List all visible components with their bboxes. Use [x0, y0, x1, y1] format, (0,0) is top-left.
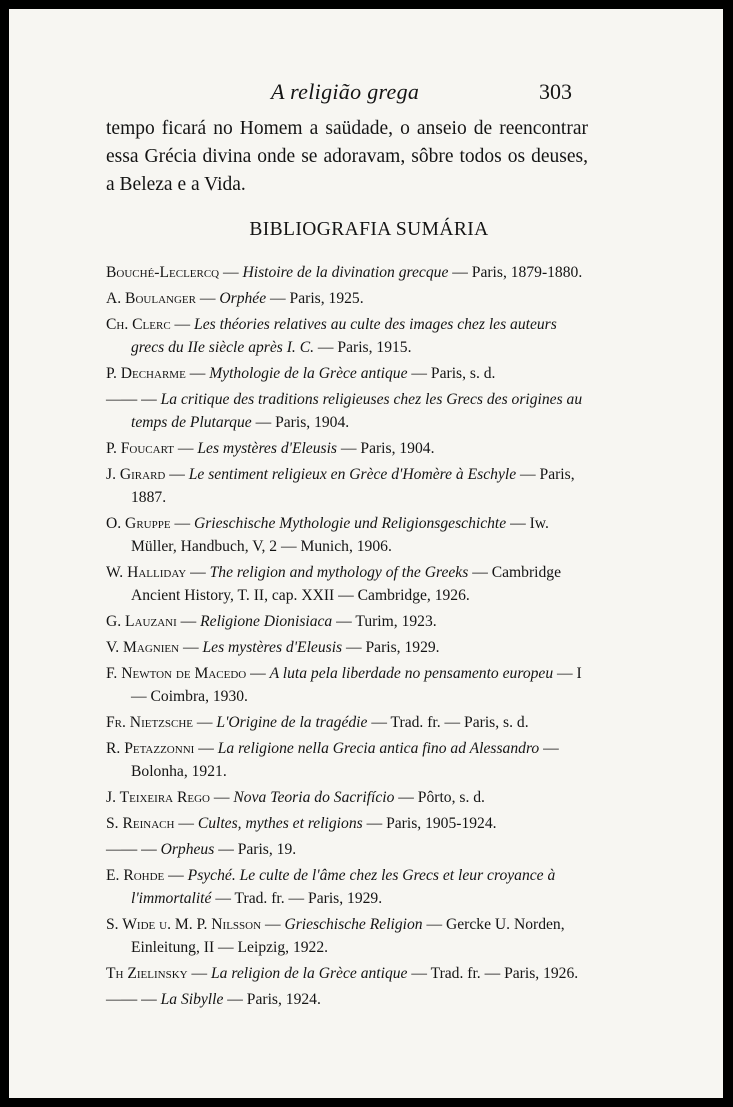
entry-separator: — [516, 465, 540, 483]
entry-details: Turim, 1923. [355, 613, 437, 631]
entry-details: Paris, 1925. [289, 289, 364, 307]
entry-author: S. Reinach [106, 814, 175, 832]
entry-work: La religione nella Grecia antica fino ad Alessandro [217, 739, 540, 757]
bibliography-entry [106, 711, 584, 734]
entry-separator: — [170, 514, 194, 532]
entry-details: Paris, 19. [237, 840, 297, 858]
bibliography-entry [106, 437, 584, 460]
entry-work: Orphée [219, 289, 267, 307]
entry-separator: — [266, 289, 290, 307]
entry-work: Les mystères d'Eleusis [202, 638, 343, 656]
page-number: 303 [539, 79, 572, 104]
entry-separator: — [468, 563, 492, 581]
entry-details: Paris, 1905-1924. [386, 814, 497, 832]
bibliography-entry [106, 261, 584, 284]
bibliography-entry [106, 561, 584, 607]
book-page [9, 9, 723, 1098]
bibliography-entry [106, 362, 584, 385]
entry-author: —— [106, 840, 138, 858]
entry-separator: — [185, 364, 210, 382]
bibliography-entry [106, 737, 584, 783]
entry-separator: — [219, 264, 243, 281]
entry-separator: — [174, 814, 198, 832]
entry-author: S. Wide u. M. P. Nilsson [106, 915, 262, 933]
entry-separator: — [210, 788, 234, 806]
intro-paragraph: tempo ficará no Homem a saüdade, o anseio de reencontrar essa Grécia divina onde se adoravam, sôbre todos os deuses, a Beleza e a Vida. [106, 118, 588, 195]
entry-work: Mythologie de la Grèce antique [209, 364, 408, 382]
entry-separator: — [332, 613, 356, 631]
entry-details: Iw. Müller, Handbuch, V, 2 — Munich, 1906. [131, 514, 549, 556]
entry-author: W. Halliday [106, 563, 187, 581]
bibliography-entry [106, 313, 584, 359]
entry-details: Paris, 1924. [246, 990, 321, 1008]
entry-work: La religion de la Grèce antique [211, 964, 408, 982]
entry-work: Religione Dionisiaca [200, 613, 333, 631]
bibliography-entry [106, 962, 584, 985]
entry-work: Grieschische Mythologie und Religionsgeschichte [193, 514, 507, 532]
entry-author: G. Lauzani [106, 613, 177, 631]
entry-separator: — [179, 638, 203, 656]
entry-author: J. Girard [106, 465, 166, 483]
section-title: BIBLIOGRAFIA SUMÁRIA [249, 219, 489, 240]
entry-author: F. Newton de Macedo [106, 664, 247, 682]
bibliography-entry [106, 287, 584, 310]
running-title: A religião grega [271, 79, 420, 104]
bibliography-list [106, 261, 584, 1014]
entry-separator: — [261, 915, 285, 933]
entry-separator: — [194, 739, 218, 757]
entry-details: Pôrto, s. d. [417, 788, 485, 806]
entry-author: Ch. Clerc [106, 315, 171, 333]
entry-work: La Sibylle [160, 990, 224, 1008]
entry-separator: — [362, 814, 387, 832]
entry-author: Bouché-Leclercq [106, 264, 220, 281]
entry-details: Paris, 1879-1880. [471, 264, 583, 281]
entry-separator: — [195, 289, 220, 307]
bibliography-entry [106, 463, 584, 509]
entry-author: —— [106, 990, 138, 1008]
entry-work: Le sentiment religieux en Grèce d'Homère à Eschyle [188, 465, 517, 483]
entry-work: Cultes, mythes et religions [197, 814, 363, 832]
entry-separator: — [173, 439, 198, 457]
entry-author: V. Magnien [106, 638, 180, 656]
entry-separator: — [137, 990, 161, 1008]
entry-separator: — [176, 613, 201, 631]
entry-separator: — [314, 338, 338, 356]
entry-separator: — [337, 439, 361, 457]
entry-details: Cambridge Ancient History, T. II, cap. XXII — Cambridge, 1926. [131, 563, 561, 605]
bibliography-entry [106, 786, 584, 809]
entry-separator: — [211, 889, 235, 907]
bibliography-entry [106, 662, 584, 708]
entry-details: Paris, 1904. [360, 439, 435, 457]
entry-separator: — [223, 990, 247, 1008]
entry-details: Trad. fr. — Paris, 1929. [234, 889, 383, 907]
entry-work: Nova Teoria do Sacrifício [233, 788, 395, 806]
entry-separator: — [422, 915, 446, 933]
entry-author: Th Zielinsky [106, 964, 188, 982]
entry-separator: — [137, 390, 161, 408]
entry-work: L'Origine de la tragédie [216, 713, 368, 731]
entry-separator: — [506, 514, 530, 532]
entry-work: La critique des traditions religieuses chez les Grecs des origines au temps de Plutarque [131, 390, 583, 431]
entry-separator: — [170, 315, 195, 333]
entry-details: I — Coimbra, 1930. [131, 664, 582, 706]
entry-separator: — [394, 788, 418, 806]
entry-author: E. Rohde [106, 866, 165, 884]
entry-work: Les théories relatives au culte des images chez les auteurs grecs du IIe siècle après I. C. [131, 315, 557, 356]
entry-separator: — [539, 739, 559, 757]
entry-separator: — [407, 964, 431, 982]
entry-author: P. Foucart [106, 439, 174, 457]
entry-work: The religion and mythology of the Greeks [209, 563, 469, 581]
entry-author: Fr. Nietzsche [106, 713, 194, 731]
entry-separator: — [251, 413, 276, 431]
bibliography-entry [106, 512, 584, 558]
entry-work: Grieschische Religion [284, 915, 423, 933]
entry-details: Trad. fr. — Paris, s. d. [390, 713, 529, 731]
entry-author: R. Petazzonni [106, 739, 195, 757]
entry-separator: — [342, 638, 366, 656]
entry-author: P. Decharme [106, 364, 186, 382]
entry-separator: — [164, 866, 188, 884]
bibliography-entry [106, 812, 584, 835]
page-header [9, 79, 723, 109]
entry-work: Psyché. Le culte de l'âme chez les Grecs et leur croyance à l'immortalité [131, 866, 556, 907]
entry-details: Trad. fr. — Paris, 1926. [430, 964, 579, 982]
entry-author: A. Boulanger [106, 289, 196, 307]
bibliography-entry [106, 838, 584, 861]
entry-author: —— [106, 390, 138, 408]
entry-separator: — [214, 840, 238, 858]
entry-separator: — [186, 563, 210, 581]
entry-separator: — [246, 664, 270, 682]
entry-work: A luta pela liberdade no pensamento europeu [269, 664, 554, 682]
entry-separator: — [553, 664, 577, 682]
bibliography-entry [106, 636, 584, 659]
entry-separator: — [367, 713, 391, 731]
entry-work: Orpheus [160, 840, 215, 858]
entry-separator: — [407, 364, 431, 382]
entry-work: Les mystères d'Eleusis [197, 439, 337, 457]
entry-details: Paris, 1929. [365, 638, 440, 656]
entry-details: Paris, 1915. [337, 338, 412, 356]
entry-details: Paris, s. d. [430, 364, 496, 382]
entry-details: Paris, 1887. [131, 465, 575, 506]
entry-separator: — [165, 465, 189, 483]
bibliography-entry [106, 388, 584, 434]
bibliography-entry [106, 864, 584, 910]
bibliography-entry [106, 610, 584, 633]
bibliography-entry [106, 988, 584, 1011]
entry-separator: — [448, 264, 472, 281]
entry-details: Bolonha, 1921. [131, 763, 227, 780]
entry-author: J. Teixeira Rego [106, 788, 211, 806]
entry-details: Gercke U. Norden, Einleitung, II — Leipzig, 1922. [131, 915, 565, 956]
entry-separator: — [193, 713, 217, 731]
entry-separator: — [137, 840, 161, 858]
bibliography-entry [106, 913, 584, 959]
entry-author: O. Gruppe [106, 514, 171, 532]
entry-separator: — [187, 964, 211, 982]
entry-work: Histoire de la divination grecque [242, 264, 449, 281]
entry-details: Paris, 1904. [275, 413, 350, 431]
